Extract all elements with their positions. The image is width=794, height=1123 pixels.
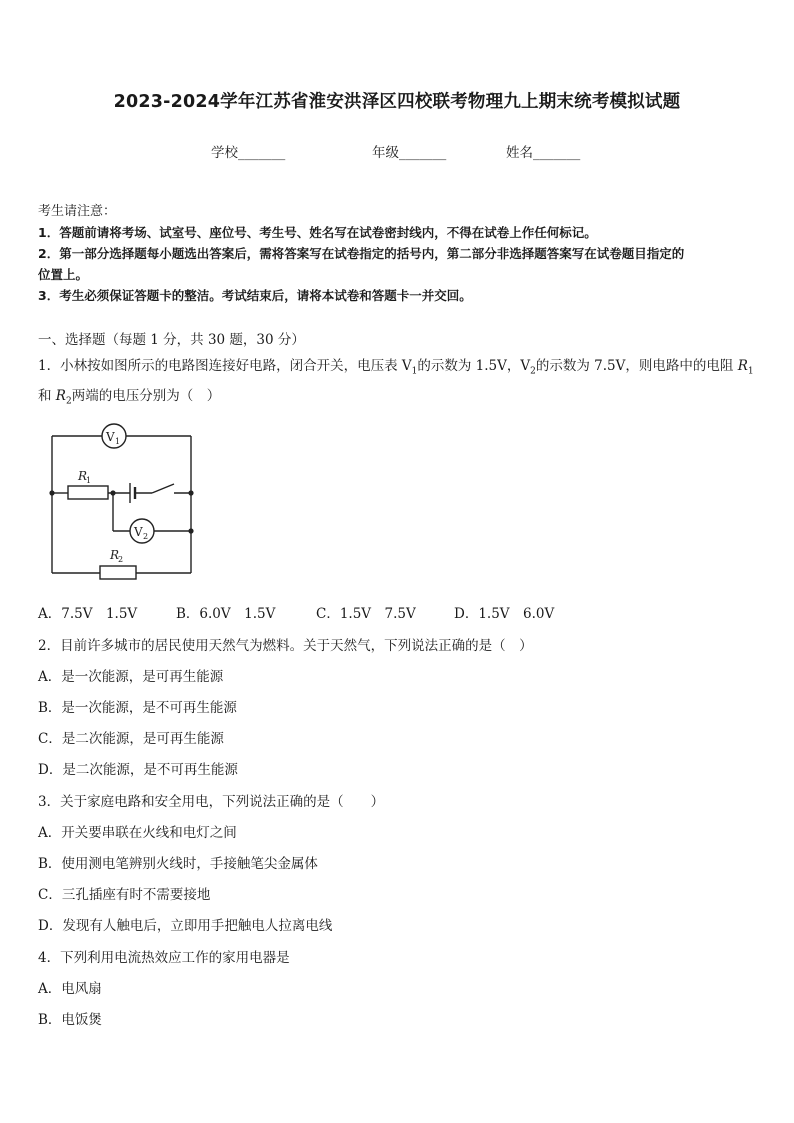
notice-block	[38, 201, 762, 306]
notice-line: 2．第一部分选择题每小题选出答案后，需将答案写在试卷指定的括号内，第二部分非选择题答案写在试卷题目指定的	[38, 246, 685, 261]
grade-field	[372, 141, 446, 161]
q2-option-c: C．是二次能源，是可再生能源	[38, 731, 224, 747]
q3-option-c: C．三孔插座有时不需要接地	[38, 887, 211, 903]
v2-subscript: 2	[143, 532, 149, 541]
name-field	[506, 141, 580, 161]
q1-option-b: B．6.0V 1.5V	[176, 606, 276, 622]
q1-option-c: C．1.5V 7.5V	[316, 606, 416, 622]
junction-dot	[188, 490, 193, 495]
v1-label: V	[106, 430, 115, 444]
r1-label: R	[78, 469, 88, 483]
v1-subscript: 1	[115, 437, 121, 446]
page-title: 2023-2024学年江苏省淮安洪泽区四校联考物理九上期末统考模拟试题	[113, 92, 681, 112]
q1-stem-line2	[38, 384, 220, 407]
q1-options	[38, 602, 554, 622]
r2-subscript: 2	[118, 555, 124, 564]
notice-line: 位置上。	[38, 267, 89, 282]
q1-text: 的示数为 7.5V，则电路中的电阻	[535, 358, 738, 374]
junction-dot	[110, 490, 115, 495]
q2-option-d: D．是二次能源，是不可再生能源	[38, 762, 238, 778]
q3-option-a: A．开关要串联在火线和电灯之间	[38, 825, 237, 841]
r1-resistor-body	[68, 486, 108, 499]
q1-subscript: 2	[65, 396, 72, 407]
school-field	[211, 141, 285, 161]
notice-line: 1．答题前请将考场、试室号、座位号、考生号、姓名写在试卷密封线内，不得在试卷上作任何标记。	[38, 225, 597, 240]
q1-option-a: A．7.5V 1.5V	[38, 606, 138, 622]
q2-option-a: A．是一次能源，是可再生能源	[38, 669, 224, 685]
grade-blank: _______	[399, 145, 447, 161]
q1-text: 两端的电压分别为（ ）	[71, 388, 221, 404]
school-label: 学校	[211, 145, 238, 161]
q1-text: 和	[38, 388, 56, 404]
q3-stem: 3．关于家庭电路和安全用电，下列说法正确的是（ ）	[38, 794, 385, 810]
r2-resistor-body	[100, 566, 136, 579]
q1-option-d: D．1.5V 6.0V	[454, 606, 555, 622]
q4-option-b: B．电饭煲	[38, 1012, 102, 1028]
q1-text: 的示数为 1.5V，V	[417, 358, 531, 374]
switch-lever	[152, 484, 174, 493]
q1-symbol: R	[737, 358, 748, 374]
q1-subscript: 2	[530, 366, 536, 377]
q1-subscript: 1	[747, 366, 754, 377]
q1-text: 1．小林按如图所示的电路图连接好电路，闭合开关，电压表 V	[38, 358, 412, 374]
q1-symbol: R	[55, 388, 66, 404]
q2-option-b: B．是一次能源，是不可再生能源	[38, 700, 237, 716]
q4-stem: 4．下列利用电流热效应工作的家用电器是	[38, 950, 290, 966]
name-label: 姓名	[506, 145, 533, 161]
name-blank: _______	[533, 145, 581, 161]
q4-option-a: A．电风扇	[38, 981, 102, 997]
q1-stem-line1	[38, 354, 754, 377]
section-heading: 一、选择题（每题 1 分，共 30 题，30 分）	[38, 332, 305, 348]
v2-label: V	[134, 525, 143, 539]
circuit-diagram	[38, 420, 208, 585]
q2-stem: 2．目前许多城市的居民使用天然气为燃料。关于天然气，下列说法正确的是（ ）	[38, 638, 533, 654]
junction-dot	[188, 528, 193, 533]
grade-label: 年级	[372, 145, 399, 161]
notice-line: 3．考生必须保证答题卡的整洁。考试结束后，请将本试卷和答题卡一并交回。	[38, 288, 472, 303]
q3-option-b: B．使用测电笔辨别火线时，手接触笔尖金属体	[38, 856, 318, 872]
q1-subscript: 1	[411, 366, 418, 377]
notice-heading: 考生请注意：	[38, 204, 117, 219]
school-blank: _______	[238, 145, 286, 161]
q3-option-d: D．发现有人触电后，立即用手把触电人拉离电线	[38, 918, 333, 934]
r1-subscript: 1	[86, 476, 92, 485]
junction-dot	[49, 490, 54, 495]
r2-label: R	[110, 548, 120, 562]
